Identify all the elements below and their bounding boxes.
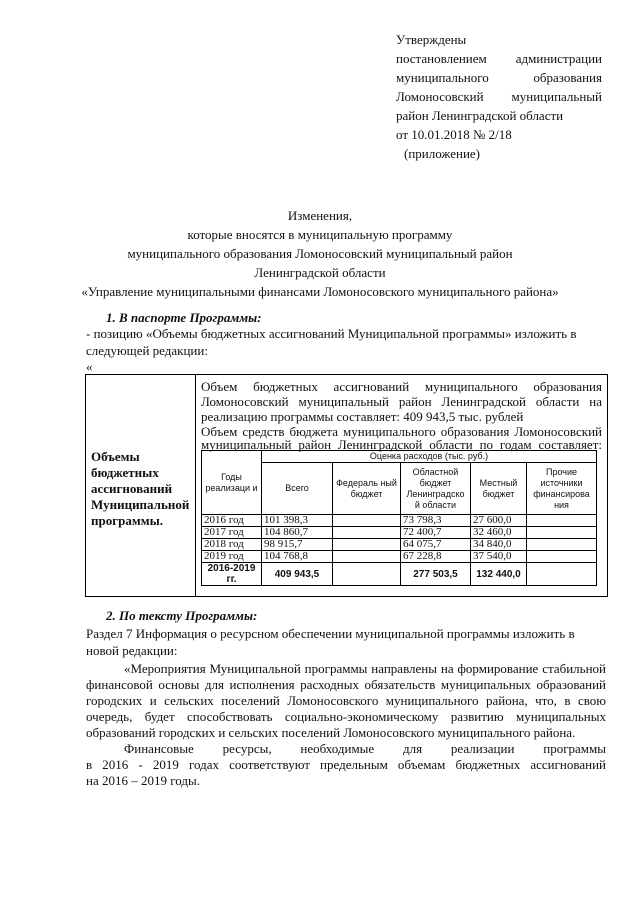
cell-other-total [527, 563, 597, 586]
quote-open: « [86, 359, 93, 374]
title-line: Ленинградской области [254, 265, 386, 280]
cell-local: 32 460,0 [471, 527, 527, 539]
passport-desc-line: Объем бюджетных ассигнований муниципального образования [201, 379, 602, 394]
col-group-header: Оценка расходов (тыс. руб.) [262, 451, 597, 463]
cell-other [527, 527, 597, 539]
cell-year: 2017 год [202, 527, 262, 539]
cell-year: 2019 год [202, 551, 262, 563]
cell-total-total: 409 943,5 [262, 563, 333, 586]
table-row [202, 527, 597, 539]
approval-block [396, 30, 602, 163]
quote-line: «Мероприятия Муниципальной программы направлены на формирование стабильной [124, 661, 606, 676]
finance-line: Финансовые ресурсы, необходимые для реализации программы [124, 741, 606, 756]
cell-federal [333, 515, 401, 527]
col-header-other: Прочие источники финансирова ния [527, 463, 597, 515]
section2-quote [86, 661, 606, 789]
approval-line: постановлением администрации [396, 51, 602, 66]
section2-heading: 2. По тексту Программы: [106, 608, 258, 623]
cell-local: 34 840,0 [471, 539, 527, 551]
cell-regional-total: 277 503,5 [401, 563, 471, 586]
quote-line: городских и сельских поселений Ломоносовского муниципального района, что, в свою [86, 693, 606, 708]
finance-line: в 2016 - 2019 годах соответствуют предельным объемам бюджетных ассигнований [86, 757, 606, 772]
approval-line: Утверждены [396, 32, 467, 47]
title-line: «Управление муниципальными финансами Ломоносовского муниципального района» [81, 284, 559, 299]
passport-table [85, 374, 608, 597]
passport-value-cell [196, 375, 607, 596]
cell-regional: 67 228,8 [401, 551, 471, 563]
table-row [202, 515, 597, 527]
quote-line: финансовой основы для исполнения расходных обязательств муниципальных образований [86, 677, 606, 692]
approval-line: район Ленинградской области [396, 108, 564, 123]
passport-desc-line: Ломоносовский муниципальный район Ленинградской области на [201, 394, 602, 409]
passport-desc-line: Объем средств бюджета муниципального образования Ломоносовский [201, 424, 602, 439]
col-header-regional: Областной бюджет Ленинградско й области [401, 463, 471, 515]
cell-year-total: 2016-2019 гг. [202, 563, 262, 586]
cell-regional: 72 400,7 [401, 527, 471, 539]
cell-year: 2016 год [202, 515, 262, 527]
section2-intro: Раздел 7 Информация о ресурсном обеспечении муниципальной программы изложить в новой редакции: [86, 626, 575, 658]
passport-desc-line: реализацию программы составляет: 409 943,5 тыс. рублей [201, 409, 524, 424]
col-header-federal: Федераль ный бюджет [333, 463, 401, 515]
section1-heading: 1. В паспорте Программы: [106, 310, 262, 325]
cell-federal [333, 539, 401, 551]
cell-local: 27 600,0 [471, 515, 527, 527]
table-total-row [202, 563, 597, 586]
col-header-local: Местный бюджет [471, 463, 527, 515]
document-title [60, 206, 580, 301]
title-line: Изменения, [287, 208, 353, 223]
cell-regional: 64 075,7 [401, 539, 471, 551]
quote-line: образований городских и сельских поселений Ломоносовского муниципального района. [86, 725, 576, 740]
title-line: муниципального образования Ломоносовский муниципальный район [127, 246, 513, 261]
cell-federal [333, 527, 401, 539]
approval-line: (приложение) [404, 146, 481, 161]
cell-federal [333, 551, 401, 563]
cell-total: 104 768,8 [262, 551, 333, 563]
finance-line: на 2016 – 2019 годы. [86, 773, 200, 788]
quote-line: очередь, будет способствовать социально-экономическому развитию муниципальных [86, 709, 606, 724]
passport-label-cell [86, 375, 196, 596]
passport-desc-line: муниципальный район Ленинградской области по годам составляет: [201, 437, 602, 452]
cell-other [527, 551, 597, 563]
cell-year: 2018 год [202, 539, 262, 551]
approval-line: Ломоносовский муниципальный [396, 89, 602, 104]
budget-table [201, 450, 597, 586]
passport-row-label: Объемы бюджетных ассигнований Муниципальной программы. [91, 449, 190, 528]
cell-local-total: 132 440,0 [471, 563, 527, 586]
cell-total: 104 860,7 [262, 527, 333, 539]
section1-intro: - позицию «Объемы бюджетных ассигнований Муниципальной программы» изложить в следующей редакции: [86, 326, 577, 358]
cell-federal-total [333, 563, 401, 586]
col-header-years: Годы реализаци и [202, 451, 262, 515]
cell-local: 37 540,0 [471, 551, 527, 563]
cell-other [527, 515, 597, 527]
cell-other [527, 539, 597, 551]
col-header-total: Всего [262, 463, 333, 515]
title-line: которые вносятся в муниципальную программу [187, 227, 453, 242]
table-row [202, 539, 597, 551]
cell-total: 98 915,7 [262, 539, 333, 551]
approval-line: муниципального образования [396, 70, 602, 85]
approval-date: от 10.01.2018 № 2/18 [396, 127, 512, 142]
cell-regional: 73 798,3 [401, 515, 471, 527]
cell-total: 101 398,3 [262, 515, 333, 527]
table-row [202, 551, 597, 563]
